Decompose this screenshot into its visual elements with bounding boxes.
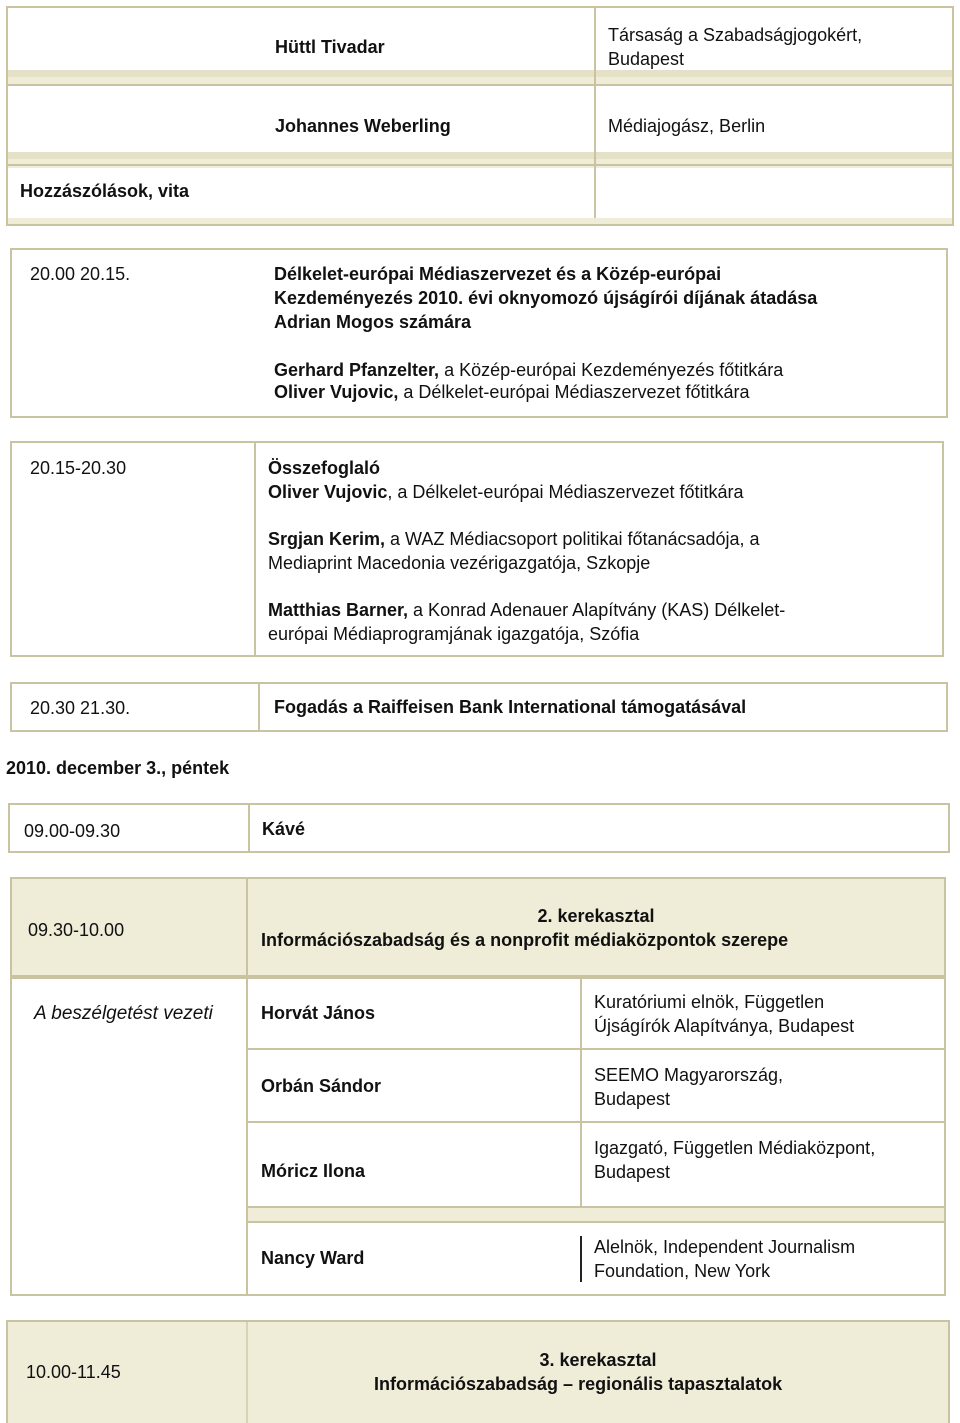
summary-time: 20.15-20.30 [30,458,127,478]
round2-time: 09.30-10.00 [28,920,125,940]
speaker-org-huttl-line1: Társaság a Szabadságjogokért, [608,25,863,45]
day-heading: 2010. december 3., péntek [6,758,230,778]
summary-title: Összefoglaló [268,458,381,478]
participant-role-2-line1: SEEMO Magyarország, [594,1065,784,1085]
participant-name-1: Horvát János [261,1003,376,1023]
participant-name-4: Nancy Ward [261,1248,365,1268]
speaker-org-huttl-line2: Budapest [608,49,685,69]
reception-title: Fogadás a Raiffeisen Bank International támogatásával [274,697,747,717]
round2-title-line1: 2. kerekasztal [537,906,655,926]
speaker-org-weberling: Médiajogász, Berlin [608,116,766,136]
round2-title-line2: Információszabadság és a nonprofit médiaközpontok szerepe [261,930,789,950]
participant-role-4-line1: Alelnök, Independent Journalism [594,1237,856,1257]
speaker-name-huttl: Hüttl Tivadar [275,37,385,57]
participant-role-2-line2: Budapest [594,1089,671,1109]
summary-person-2: Srgjan Kerim, a WAZ Médiacsoport politikai főtanácsadója, a [268,529,760,549]
award-presenter-2: Oliver Vujovic, a Délkelet-európai Médiaszervezet főtitkára [274,382,750,402]
participant-role-3-line2: Budapest [594,1162,671,1182]
coffee-box [8,803,950,853]
coffee-time: 09.00-09.30 [24,821,121,841]
round3-title-line1: 3. kerekasztal [539,1350,657,1370]
discussion-label: Hozzászólások, vita [20,181,190,201]
summary-person-1: Oliver Vujovic, a Délkelet-európai Médiaszervezet főtitkára [268,482,744,502]
participant-role-1-line1: Kuratóriumi elnök, Független [594,992,825,1012]
round3-time: 10.00-11.45 [26,1362,121,1382]
reception-time: 20.30 21.30. [30,698,131,718]
round3-title-line2: Információszabadság – regionális tapasztalatok [374,1374,783,1394]
award-title-line2: Kezdeményezés 2010. évi oknyomozó újságírói díjának átadása [274,288,818,308]
participant-name-2: Orbán Sándor [261,1076,382,1096]
participant-name-3: Móricz Ilona [261,1161,366,1181]
award-title-line3: Adrian Mogos számára [274,312,472,332]
participant-role-1-line2: Újságírók Alapítványa, Budapest [594,1016,855,1036]
participant-role-3-line1: Igazgató, Független Médiaközpont, [594,1138,876,1158]
summary-person-3-line2: európai Médiaprogramjának igazgatója, Szófia [268,624,640,644]
moderator-label: A beszélgetést vezeti [34,1003,213,1024]
participant-role-4-line2: Foundation, New York [594,1261,771,1281]
summary-person-2-line2: Mediaprint Macedonia vezérigazgatója, Szkopje [268,553,651,573]
award-title-line1: Délkelet-európai Médiaszervezet és a Közép-európai [274,264,722,284]
award-presenter-1: Gerhard Pfanzelter, a Közép-európai Kezdeményezés főtitkára [274,360,784,380]
summary-person-3: Matthias Barner, a Konrad Adenauer Alapítvány (KAS) Délkelet- [268,600,786,620]
award-time: 20.00 20.15. [30,264,131,284]
speaker-name-weberling: Johannes Weberling [275,116,451,136]
coffee-title: Kávé [262,819,306,839]
